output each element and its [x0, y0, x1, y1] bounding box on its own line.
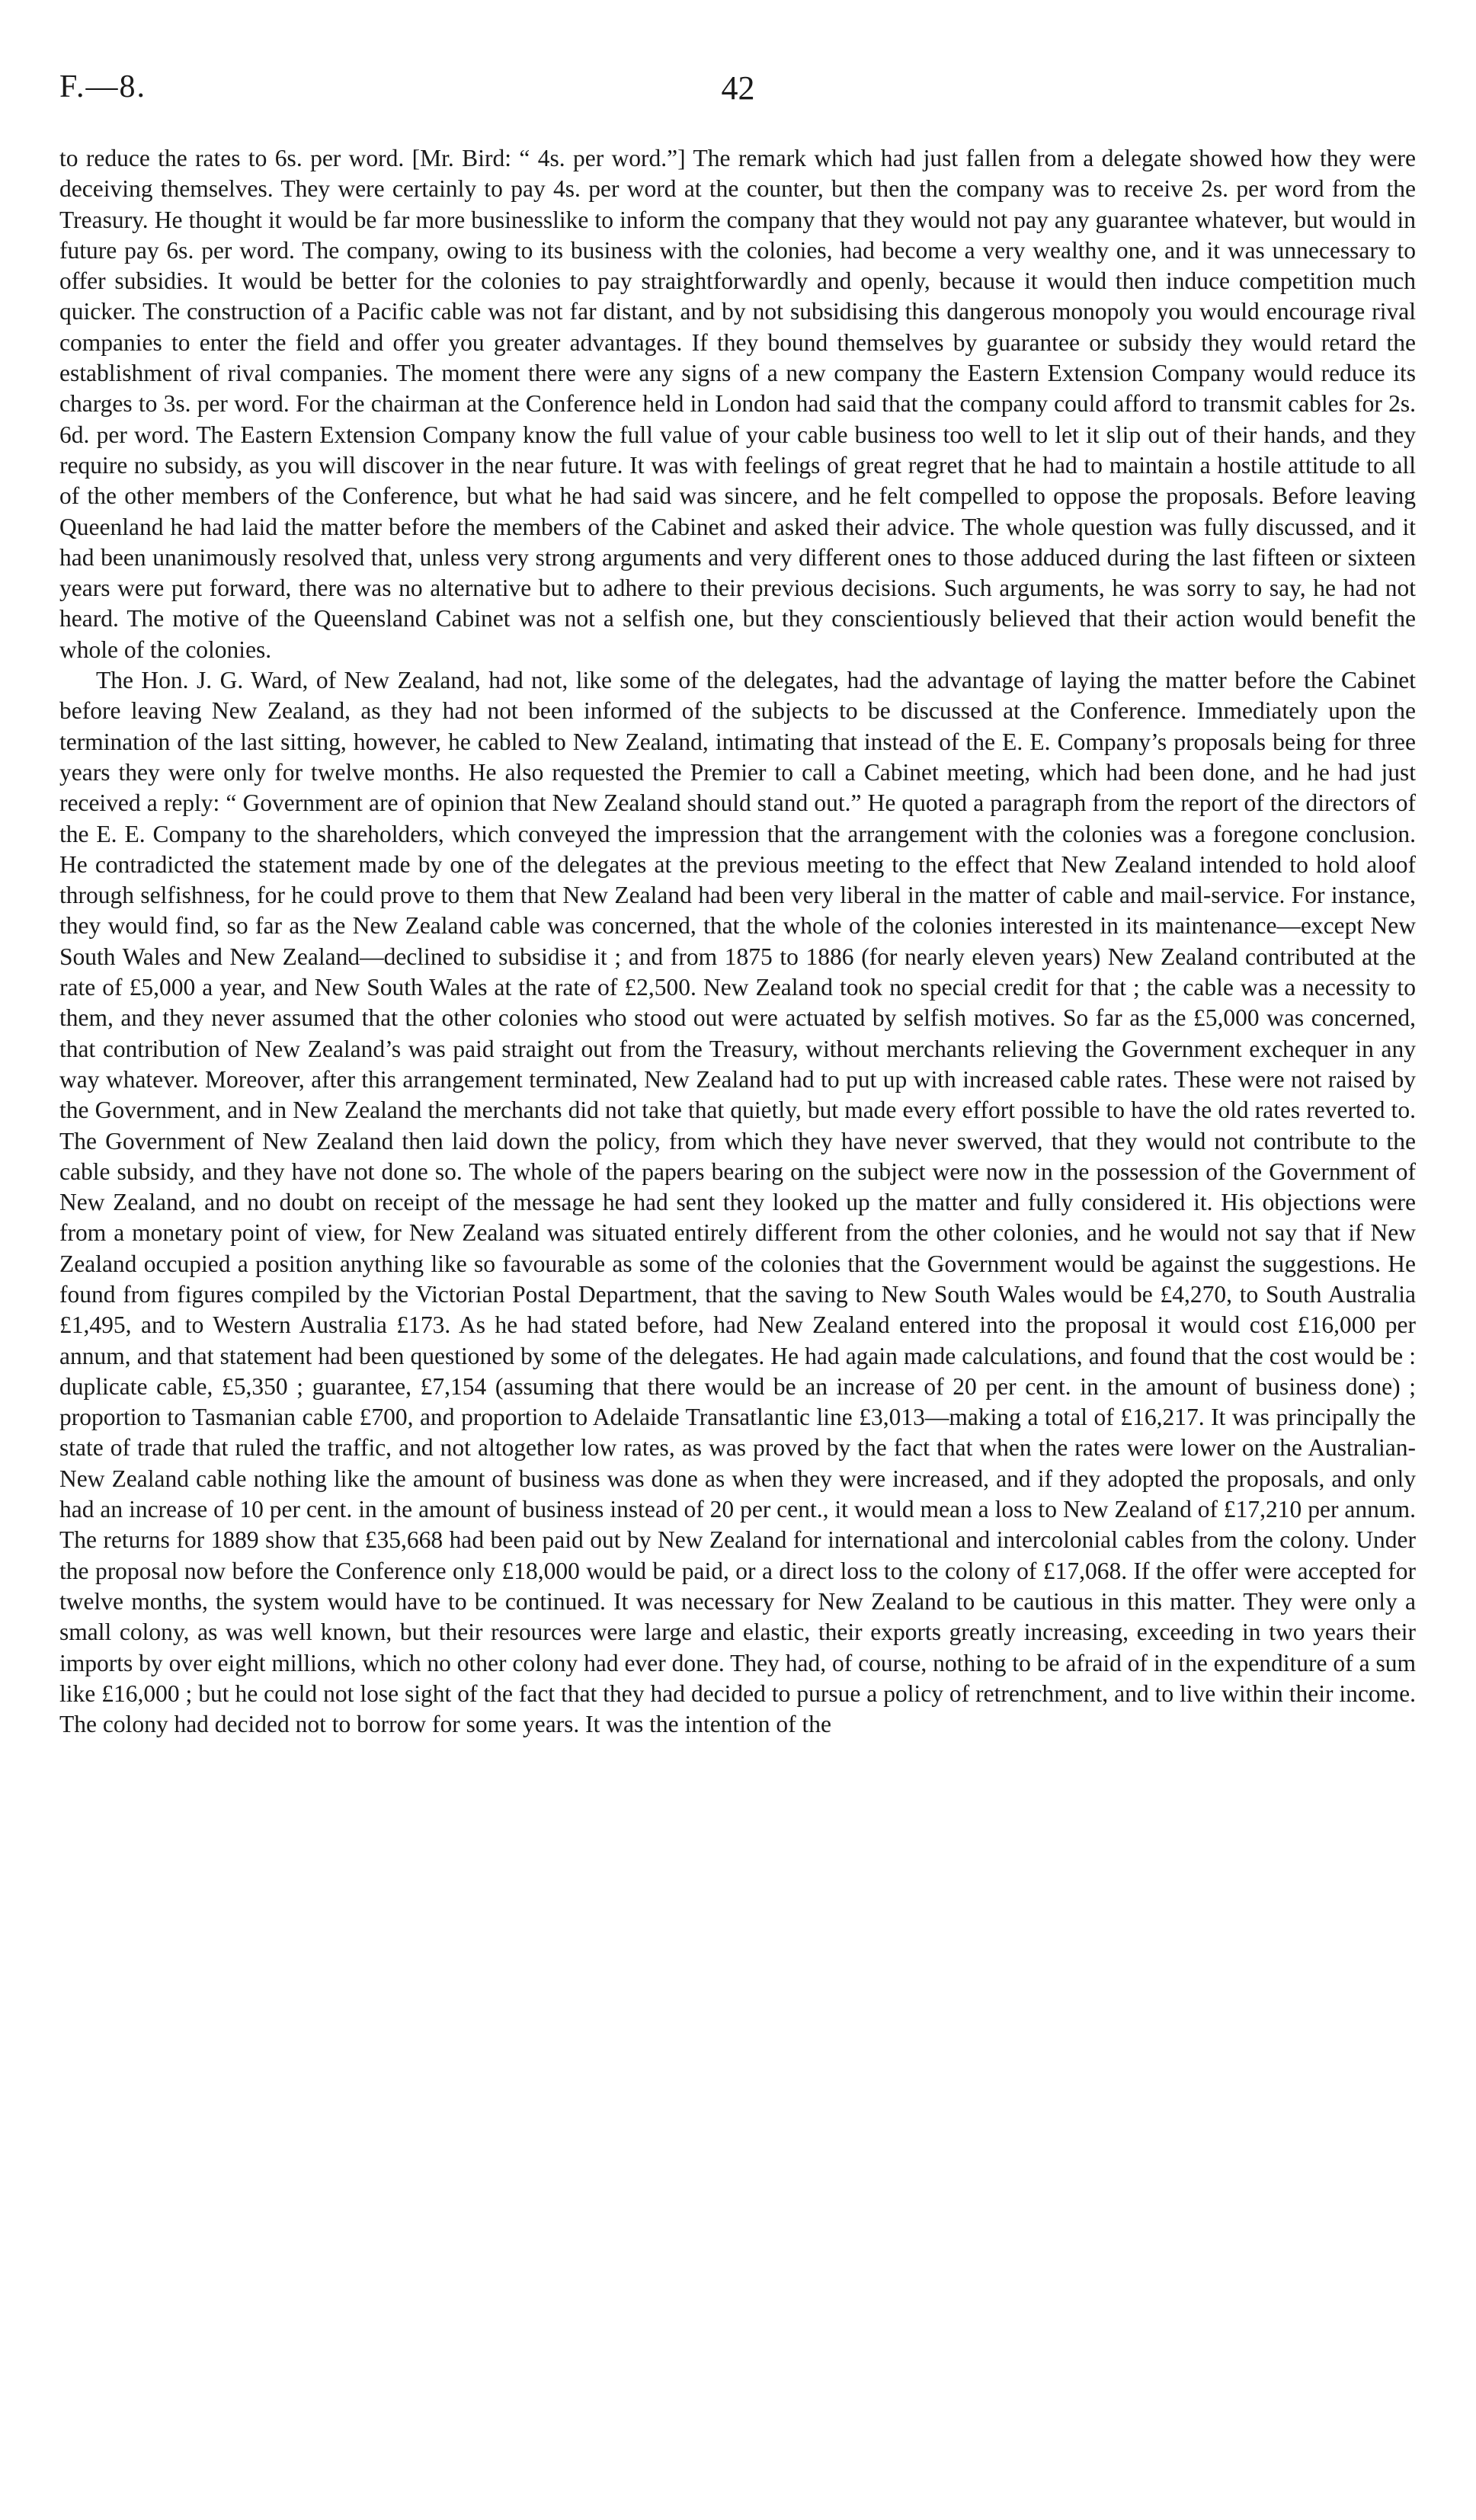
page-header — [59, 69, 1417, 114]
paragraph-ward-speech: The Hon. J. G. Ward, of New Zealand, had not, like some of the delegates, had the advantage of laying the matter before the Cabinet before leaving New Zealand, as they had not been informed of the subjects to be discussed at the Conference. Immediately upon the termination of the last sitting, however, he cabled to New Zealand, intimating that instead of the E. E. Company’s proposals being for three years they were only for twelve months. He also requested the Premier to call a Cabinet meeting, which had been done, and he had just received a reply: “ Government are of opinion that New Zealand should stand out.” He quoted a paragraph from the report of the directors of the E. E. Company to the shareholders, which conveyed the impression that the arrangement with the colonies was a foregone conclusion. He contradicted the statement made by one of the delegates at the previous meeting to the effect that New Zealand intended to hold aloof through selfishness, for he could prove to them that New Zealand had been very liberal in the matter of cable and mail-service. For instance, they would find, so far as the New Zealand cable was concerned, that the whole of the colonies interested in its maintenance—except New South Wales and New Zealand—declined to subsidise it ; and from 1875 to 1886 (for nearly eleven years) New Zealand contributed at the rate of £5,000 a year, and New South Wales at the rate of £2,500. New Zealand took no special credit for that ; the cable was a necessity to them, and they never assumed that the other colonies who stood out were actuated by selfish motives. So far as the £5,000 was concerned, that contribution of New Zealand’s was paid straight out from the Treasury, without merchants relieving the Government exchequer in any way whatever. Moreover, after this arrangement terminated, New Zealand had to put up with increased cable rates. These were not raised by the Government, and in New Zealand the merchants did not take that quietly, but made every effort possible to have the old rates reverted to. The Government of New Zealand then laid down the policy, from which they have never swerved, that they would not contribute to the cable subsidy, and they have not done so. The whole of the papers bearing on the subject were now in the possession of the Government of New Zealand, and no doubt on receipt of the message he had sent they looked up the matter and fully considered it. His objections were from a monetary point of view, for New Zealand was situated entirely different from the other colonies, and he would not say that if New Zealand occupied a position anything like so favourable as some of the colonies that the Government would be against the suggestions. He found from figures compiled by the Victorian Postal Department, that the saving to New South Wales would be £4,270, to South Australia £1,495, and to Western Australia £173. As he had stated before, had New Zealand entered into the proposal it would cost £16,000 per annum, and that statement had been questioned by some of the delegates. He had again made calculations, and found that the cost would be : duplicate cable, £5,350 ; guarantee, £7,154 (assuming that there would be an increase of 20 per cent. in the amount of business done) ; proportion to Tasmanian cable £700, and proportion to Adelaide Transatlantic line £3,013—making a total of £16,217. It was principally the state of trade that ruled the traffic, and not altogether low rates, as was proved by the fact that when the rates were lower on the Australian-New Zealand cable nothing like the amount of business was done as when they were increased, and if they adopted the proposals, and only had an increase of 10 per cent. in the amount of business instead of 20 per cent., it would mean a loss to New Zealand of £17,210 per annum. The returns for 1889 show that £35,668 had been paid out by New Zealand for international and intercolonial cables from the colony. Under the proposal now before the Conference only £18,000 would be paid, or a direct loss to the colony of £17,068. If the offer were accepted for twelve months, the system would have to be continued. It was necessary for New Zealand to be cautious in this matter. They were only a small colony, as was well known, but their resources were large and elastic, their exports greatly increasing, exceeding in two years their imports by over eight millions, which no other colony had ever done. They had, of course, nothing to be afraid of in the expenditure of a sum like £16,000 ; but he could not lose sight of the fact that they had decided to pursue a policy of retrenchment, and to live within their income. The colony had decided not to borrow for some years. It was the intention of the — [59, 667, 1416, 1738]
paragraph-continuation: to reduce the rates to 6s. per word. [Mr. Bird: “ 4s. per word.”] The remark which had just fallen from a delegate showed how they were deceiving themselves. They were certainly to pay 4s. per word at the counter, but then the company was to receive 2s. per word from the Treasury. He thought it would be far more businesslike to inform the company that they would not pay any guarantee whatever, but would in future pay 6s. per word. The company, owing to its business with the colonies, had become a very wealthy one, and it was unnecessary to offer subsidies. It would be better for the colonies to pay straightforwardly and openly, because it would then induce competition much quicker. The construction of a Pacific cable was not far distant, and by not subsidising this dangerous monopoly you would encourage rival companies to enter the field and offer you greater advantages. If they bound themselves by guarantee or subsidy they would retard the establishment of rival companies. The moment there were any signs of a new company the Eastern Extension Company would reduce its charges to 3s. per word. For the chairman at the Conference held in London had said that the company could afford to transmit cables for 2s. 6d. per word. The Eastern Extension Company know the full value of your cable business too well to let it slip out of their hands, and they require no subsidy, as you will discover in the near future. It was with feelings of great regret that he had to maintain a hostile attitude to all of the other members of the Conference, but what he had said was sincere, and he felt compelled to oppose the proposals. Before leaving Queenland he had laid the matter before the members of the Cabinet and asked their advice. The whole question was fully discussed, and it had been unanimously resolved that, unless very strong arguments and very different ones to those adduced during the last fifteen or sixteen years were put forward, there was no alternative but to adhere to their previous decisions. Such arguments, he was sorry to say, he had not heard. The motive of the Queensland Cabinet was not a selfish one, but they conscientiously believed that their action would benefit the whole of the colonies. — [59, 145, 1416, 663]
document-reference: F.—8. — [59, 69, 146, 104]
body-text — [59, 143, 1416, 1740]
page-number: 42 — [721, 69, 755, 107]
